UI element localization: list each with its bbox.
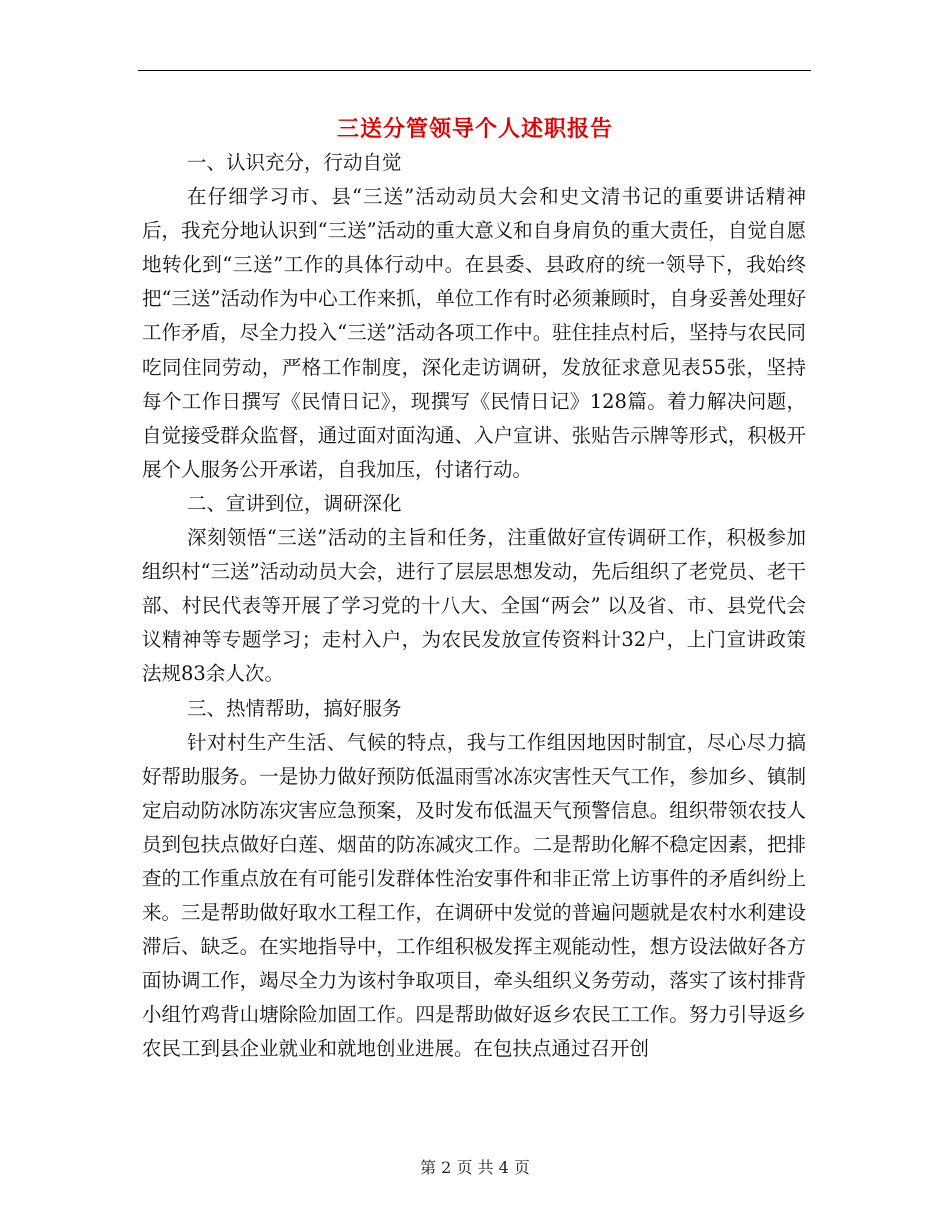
section-heading-2: 二、宣讲到位，调研深化 [187,491,402,515]
header-rule [138,70,811,71]
document-body [142,146,806,1067]
section-heading-3: 三、热情帮助，搞好服务 [187,696,402,720]
section-heading-1: 一、认识充分，行动自觉 [187,151,402,174]
section-paragraph-1: 在仔细学习市、县“三送”活动动员大会和史文清书记的重要讲话精神后，我充分地认识到“三送”活动的重大意义和自身肩负的重大责任，自觉自愿地转化到“三送”工作的具体行动中。在县委、县政府的统一领导下，我始终把“三送”活动作为中心工作来抓，单位工作有时必须兼顾时，自身妥善处理好工作矛盾，尽全力投入“三送”活动各项工作中。驻住挂点村后，坚持与农民同吃同住同劳动，严格工作制度，深化走访调研，发放征求意见表55张，坚持每个工作日撰写《民情日记》，现撰写《民情日记》128篇。着力解决问题，自觉接受群众监督，通过面对面沟通、入户宣讲、张贴告示牌等形式，积极开展个人服务公开承诺，自我加压，付诸行动。 [142,185,806,481]
section-paragraph-3: 针对村生产生活、气候的特点，我与工作组因地因时制宜，尽心尽力搞好帮助服务。一是协力做好预防低温雨雪冰冻灾害性天气工作，参加乡、镇制定启动防冰防冻灾害应急预案，及时发布低温天气预警信息。组织带领农技人员到包扶点做好白莲、烟苗的防冻减灾工作。二是帮助化解不稳定因素，把排查的工作重点放在有可能引发群体性治安事件和非正常上访事件的矛盾纠纷上来。三是帮助做好取水工程工作，在调研中发觉的普遍问题就是农村水利建设滞后、缺乏。在实地指导中，工作组积极发挥主观能动性，想方设法做好各方面协调工作，竭尽全力为该村争取项目，牵头组织义务劳动，落实了该村排背小组竹鸡背山塘除险加固工作。四是帮助做好返乡农民工工作。努力引导返乡农民工到县企业就业和就地创业进展。在包扶点通过召开创 [142,730,806,1061]
document-title: 三送分管领导个人述职报告 [336,117,613,142]
section-paragraph-2: 深刻领悟“三送”活动的主旨和任务，注重做好宣传调研工作，积极参加组织村“三送”活动动员大会，进行了层层思想发动，先后组织了老党员、老干部、村民代表等开展了学习党的十八大、全国“两会” 以及省、市、县党代会议精神等专题学习；走村入户，为农民发放宣传资料计32户，上门宣讲政策法规83余人次。 [142,526,806,686]
page-footer: 第 2 页 共 4 页 [420,1158,530,1177]
